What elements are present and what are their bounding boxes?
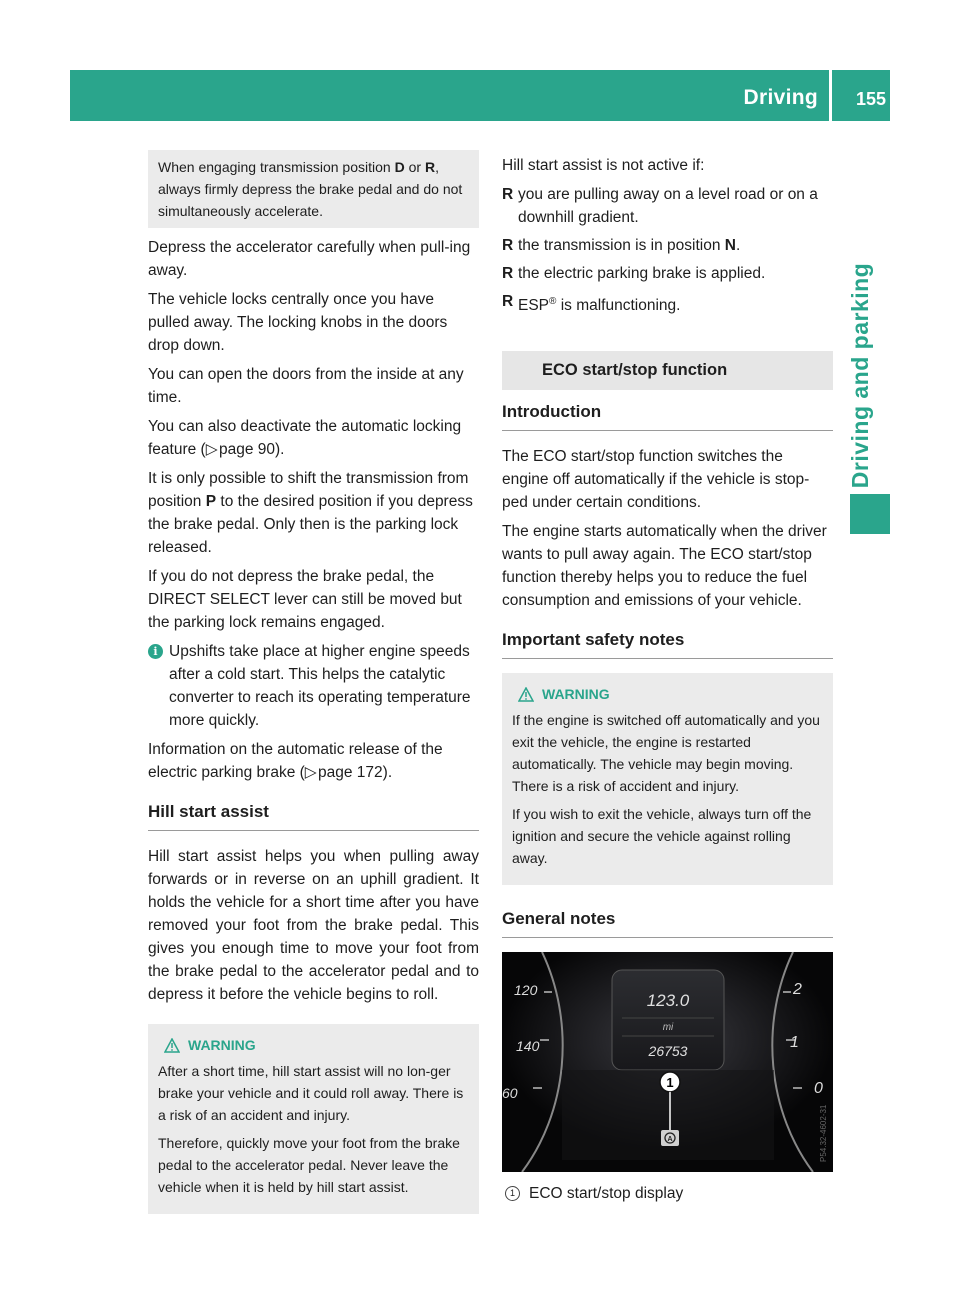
right-column bbox=[502, 150, 833, 1205]
info-note bbox=[148, 640, 479, 732]
bullet-item bbox=[502, 290, 833, 317]
bullet-item bbox=[502, 234, 833, 257]
warning-label: WARNING bbox=[188, 1037, 256, 1053]
note-text: When engaging transmission position bbox=[158, 159, 395, 175]
position-p: P bbox=[205, 493, 217, 510]
warning-triangle-icon bbox=[518, 687, 534, 702]
warning-title bbox=[512, 683, 823, 705]
unit-label: mi bbox=[662, 1022, 674, 1034]
text: . bbox=[735, 237, 741, 254]
text: ). bbox=[382, 764, 393, 781]
bullet-mark: R bbox=[502, 237, 514, 254]
heading-introduction: Introduction bbox=[502, 400, 833, 431]
info-text: Upshifts take place at higher engine speeds after a cold start. This helps the catalytic converter to reach its operating temperature more quickly. bbox=[169, 643, 471, 729]
section-title: Driving bbox=[743, 86, 818, 109]
bullet-mark: R bbox=[502, 293, 514, 310]
paragraph bbox=[148, 467, 479, 559]
rpm-tick-label: 0 bbox=[814, 1080, 823, 1098]
left-column bbox=[148, 150, 479, 1214]
header-bar bbox=[70, 70, 890, 121]
chapter-label: Driving and parking bbox=[847, 262, 874, 488]
heading-general-notes: General notes bbox=[502, 907, 833, 938]
note-text: or bbox=[404, 159, 425, 175]
paragraph: If you do not depress the brake pedal, the DIRECT SELECT lever can still be moved but the parking lock remains engaged. bbox=[148, 568, 462, 631]
bullet-text: you are pulling away on a level road or on a downhill gradient. bbox=[518, 186, 818, 226]
warning-text: Therefore, quickly move your foot from the brake pedal to the accelerator pedal. Never leave the vehicle when it is held by hill start assist. bbox=[158, 1135, 460, 1195]
paragraph: Depress the accelerator carefully when pull-ing away. bbox=[148, 239, 471, 279]
instrument-cluster-image bbox=[502, 952, 833, 1172]
page-ref-arrow-icon: ▷ bbox=[304, 764, 317, 781]
warning-box bbox=[148, 1024, 479, 1214]
bullet-item bbox=[502, 262, 833, 285]
warning-text: If the engine is switched off automatically and you exit the vehicle, the engine is restarted automatically. The vehicle may begin moving. There is a risk of accident and injury. bbox=[512, 712, 820, 795]
caption-text: ECO start/stop display bbox=[529, 1185, 684, 1203]
chapter-marker-block bbox=[850, 494, 890, 534]
position-n: N bbox=[724, 237, 736, 254]
page-reference-link[interactable]: page 90 bbox=[218, 441, 275, 458]
chapter-side-tab bbox=[832, 210, 890, 540]
text: ESP bbox=[518, 297, 550, 315]
paragraph: Hill start assist helps you when pulling away forwards or in reverse on an uphill gradient. It holds the vehicle for a short time after you have removed your foot from the brake pedal. This gives you enough time to move your foot from the brake pedal to the accelerator pedal and to depress it before the vehicle begins to roll. bbox=[148, 848, 479, 1003]
text: It is only possible to shift the transmission from position bbox=[148, 470, 469, 510]
text: ). bbox=[274, 441, 285, 458]
text: Information on the automatic release of the electric parking brake ( bbox=[148, 741, 443, 781]
position-r: R bbox=[424, 159, 436, 175]
figure-caption bbox=[502, 1182, 833, 1205]
page-reference-link[interactable]: page 172 bbox=[318, 764, 383, 781]
instrument-cluster-graphic bbox=[502, 952, 833, 1172]
text: You can also deactivate the automatic locking feature ( bbox=[148, 418, 462, 458]
bullet-item bbox=[502, 183, 833, 229]
bullet-text bbox=[518, 290, 680, 317]
speed-tick-label: 60 bbox=[502, 1085, 518, 1102]
position-d: D bbox=[394, 159, 405, 175]
text: the transmission is in position bbox=[518, 237, 725, 254]
trip-reading: 123.0 bbox=[646, 991, 690, 1011]
paragraph bbox=[148, 415, 479, 461]
rpm-tick-label: 1 bbox=[790, 1034, 799, 1052]
section-banner-eco: ECO start/stop function bbox=[502, 351, 833, 390]
paragraph: The vehicle locks centrally once you have pulled away. The locking knobs in the doors drop down. bbox=[148, 291, 448, 354]
note-text: , always firmly depress the brake pedal and do not simultaneously accelerate. bbox=[158, 159, 463, 219]
bullet-text bbox=[518, 234, 740, 257]
warning-text: If you wish to exit the vehicle, always turn off the ignition and secure the vehicle against rolling away. bbox=[512, 806, 812, 867]
info-icon: i bbox=[148, 644, 163, 659]
bullet-text: the electric parking brake is applied. bbox=[518, 265, 766, 282]
page-number: 155 bbox=[855, 89, 886, 109]
caption-number-icon: 1 bbox=[505, 1186, 520, 1201]
transmission-note-box bbox=[148, 150, 479, 228]
page-ref-arrow-icon: ▷ bbox=[205, 441, 218, 458]
bullet-mark: R bbox=[502, 186, 514, 203]
header-divider bbox=[829, 70, 832, 121]
warning-label: WARNING bbox=[542, 686, 610, 703]
paragraph bbox=[148, 738, 479, 784]
paragraph: The ECO start/stop function switches the engine off automatically if the vehicle is stop-ped under certain conditions. bbox=[502, 448, 810, 512]
warning-text: After a short time, hill start assist will no lon-ger brake your vehicle and it could roll away. There is a risk of an accident and injury. bbox=[158, 1063, 464, 1123]
speed-tick-label: 120 bbox=[514, 982, 538, 999]
paragraph: The engine starts automatically when the driver wants to pull away again. The ECO start/stop function thereby helps you to reduce the fuel consumption and emissions of your vehicle. bbox=[502, 523, 827, 610]
image-code: P54.32-4602-31 bbox=[819, 1104, 828, 1163]
heading-hill-start-assist: Hill start assist bbox=[148, 800, 479, 831]
bullet-mark: R bbox=[502, 265, 514, 282]
text: to the desired position if you depress the brake pedal. Only then is the parking lock released. bbox=[148, 493, 473, 556]
rpm-tick-label: 2 bbox=[793, 981, 802, 999]
heading-safety-notes: Important safety notes bbox=[502, 628, 833, 659]
warning-triangle-icon bbox=[164, 1038, 180, 1053]
svg-text:A: A bbox=[667, 1136, 673, 1144]
registered-mark: ® bbox=[549, 296, 557, 307]
warning-title bbox=[158, 1034, 469, 1056]
odometer-reading: 26753 bbox=[648, 1043, 688, 1060]
callout-number: 1 bbox=[666, 1075, 674, 1091]
speed-tick-label: 140 bbox=[516, 1038, 540, 1055]
paragraph: Hill start assist is not active if: bbox=[502, 157, 705, 174]
text: is malfunctioning. bbox=[556, 297, 681, 315]
paragraph: You can open the doors from the inside at any time. bbox=[148, 366, 464, 406]
warning-box bbox=[502, 673, 833, 885]
